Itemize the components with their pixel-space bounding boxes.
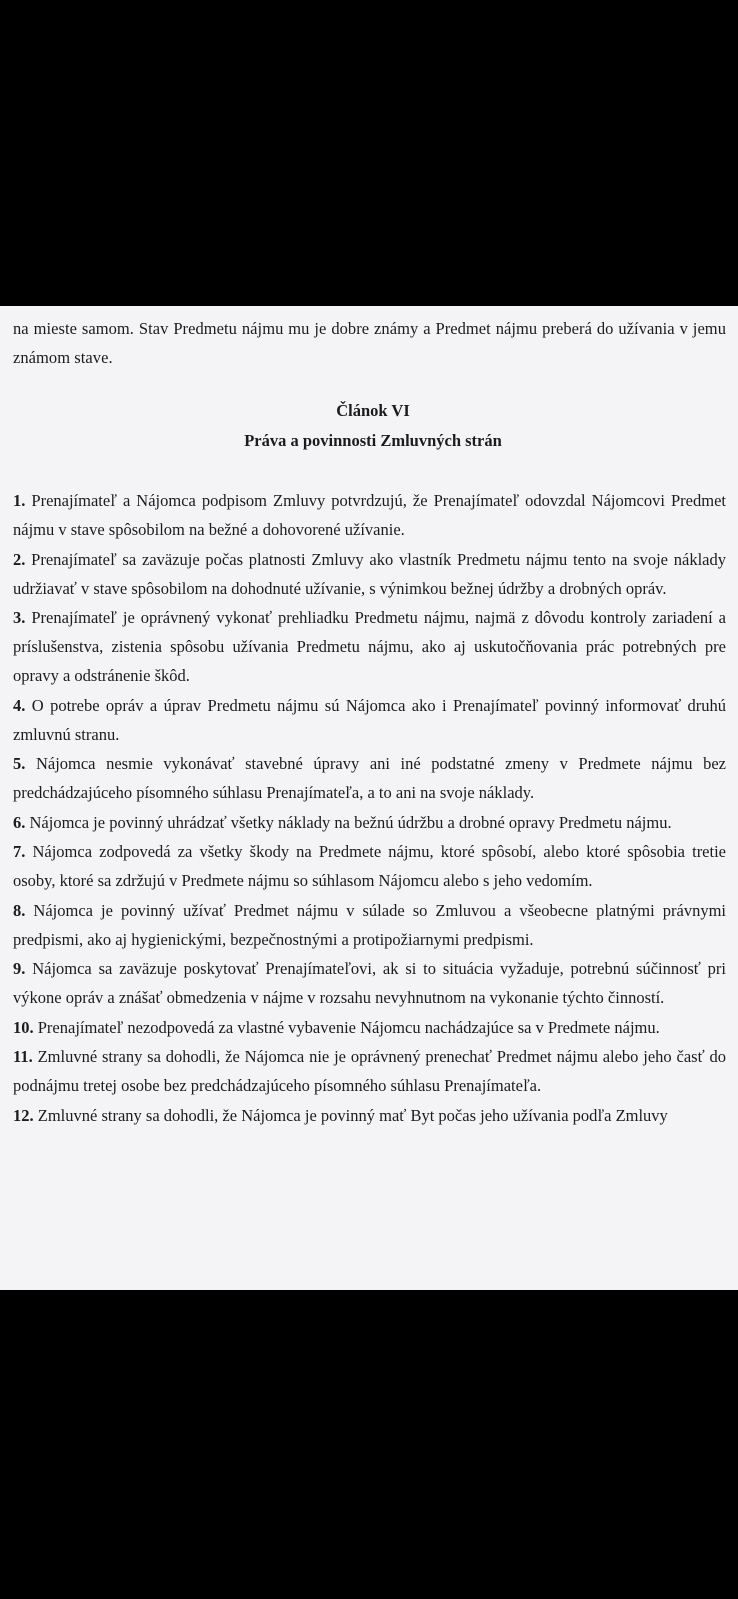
- clause-text: Zmluvné strany sa dohodli, že Nájomca je povinný mať Byt počas jeho užívania podľa Zmluvy: [37, 1105, 668, 1125]
- clause-item: [13, 545, 726, 603]
- clause-text: Zmluvné strany sa dohodli, že Nájomca nie je oprávnený prenechať Predmet nájmu alebo jeho časť do podnájmu tretej osobe bez predchádzajúceho písomného súhlasu Prenajímateľa.: [13, 1047, 727, 1095]
- clause-text: Prenajímateľ nezodpovedá za vlastné vybavenie Nájomcu nachádzajúce sa v Predmete nájmu.: [37, 1017, 660, 1037]
- intro-paragraph: na mieste samom. Stav Predmetu nájmu mu je dobre známy a Predmet nájmu preberá do užívania v jemu známom stave.: [13, 319, 726, 367]
- clause-item: [13, 896, 726, 954]
- clause-number: 2.: [13, 549, 26, 569]
- article-title: Práva a povinnosti Zmluvných strán: [244, 431, 502, 450]
- clause-text: O potrebe opráv a úprav Predmetu nájmu sú Nájomca ako i Prenajímateľ povinný informovať druhú zmluvnú stranu.: [13, 695, 727, 744]
- clause-item: [13, 954, 726, 1012]
- clause-number: 11.: [13, 1047, 33, 1066]
- clause-number: 3.: [13, 608, 26, 627]
- clause-number: 12.: [13, 1105, 34, 1125]
- clause-item: [13, 1101, 726, 1130]
- clause-number: 7.: [13, 842, 26, 861]
- clause-text: Prenajímateľ a Nájomca podpisom Zmluvy potvrdzujú, že Prenajímateľ odovzdal Nájomcovi Predmet nájmu v stave spôsobilom na bežné a dohovorené užívanie.: [13, 491, 726, 539]
- clause-item: [13, 1042, 726, 1100]
- clause-number: 10.: [13, 1017, 34, 1037]
- clause-text: Prenajímateľ sa zaväzuje počas platnosti Zmluvy ako vlastník Predmetu nájmu tento na svoje náklady udržiavať v stave spôsobilom na dohodnuté užívanie, s výnimkou bežnej údržby a drobných opráv.: [13, 549, 726, 598]
- clause-number: 6.: [13, 812, 26, 832]
- clause-text: Nájomca sa zaväzuje poskytovať Prenajímateľovi, ak si to situácia vyžaduje, potrebnú súčinnosť pri výkone opráv a znášať obmedzenia v nájme v rozsahu nevyhnutnom na vykonanie týchto činností.: [13, 959, 726, 1007]
- document-page: [0, 306, 738, 1290]
- clause-item: [13, 486, 726, 544]
- clause-text: Nájomca je povinný užívať Predmet nájmu v súlade so Zmluvou a všeobecne platnými právnymi predpismi, ako aj hygienickými, bezpečnostnými a protipožiarnymi predpismi.: [13, 900, 727, 949]
- clause-number: 1.: [13, 491, 26, 510]
- clause-item: [13, 691, 726, 749]
- clause-list: [13, 486, 726, 1130]
- clause-number: 5.: [13, 754, 26, 773]
- clause-number: 4.: [13, 695, 26, 715]
- clause-text: Nájomca nesmie vykonávať stavebné úpravy ani iné podstatné zmeny v Predmete nájmu bez predchádzajúceho písomného súhlasu Prenajímateľa, a to ani na svoje náklady.: [13, 754, 727, 802]
- clause-number: 8.: [13, 900, 26, 920]
- clause-text: Nájomca zodpovedá za všetky škody na Predmete nájmu, ktoré spôsobí, alebo ktoré spôsobia tretie osoby, ktoré sa zdržujú v Predmete nájmu so súhlasom Nájomcu alebo s jeho vedomím.: [13, 842, 727, 890]
- clause-item: [13, 808, 726, 837]
- clause-item: [13, 603, 726, 690]
- clause-text: Prenajímateľ je oprávnený vykonať prehliadku Predmetu nájmu, najmä z dôvodu kontroly zariadení a príslušenstva, zistenia spôsobu užívania Predmetu nájmu, ako aj uskutočňovania prác potrebných pre opravy a odstránenie škôd.: [13, 608, 726, 685]
- clause-number: 9.: [13, 959, 26, 978]
- article-number: Článok VI: [336, 401, 410, 420]
- clause-text: Nájomca je povinný uhrádzať všetky náklady na bežnú údržbu a drobné opravy Predmetu nájmu.: [29, 812, 672, 832]
- clause-item: [13, 837, 726, 895]
- clause-item: [13, 1013, 726, 1042]
- clause-item: [13, 749, 726, 807]
